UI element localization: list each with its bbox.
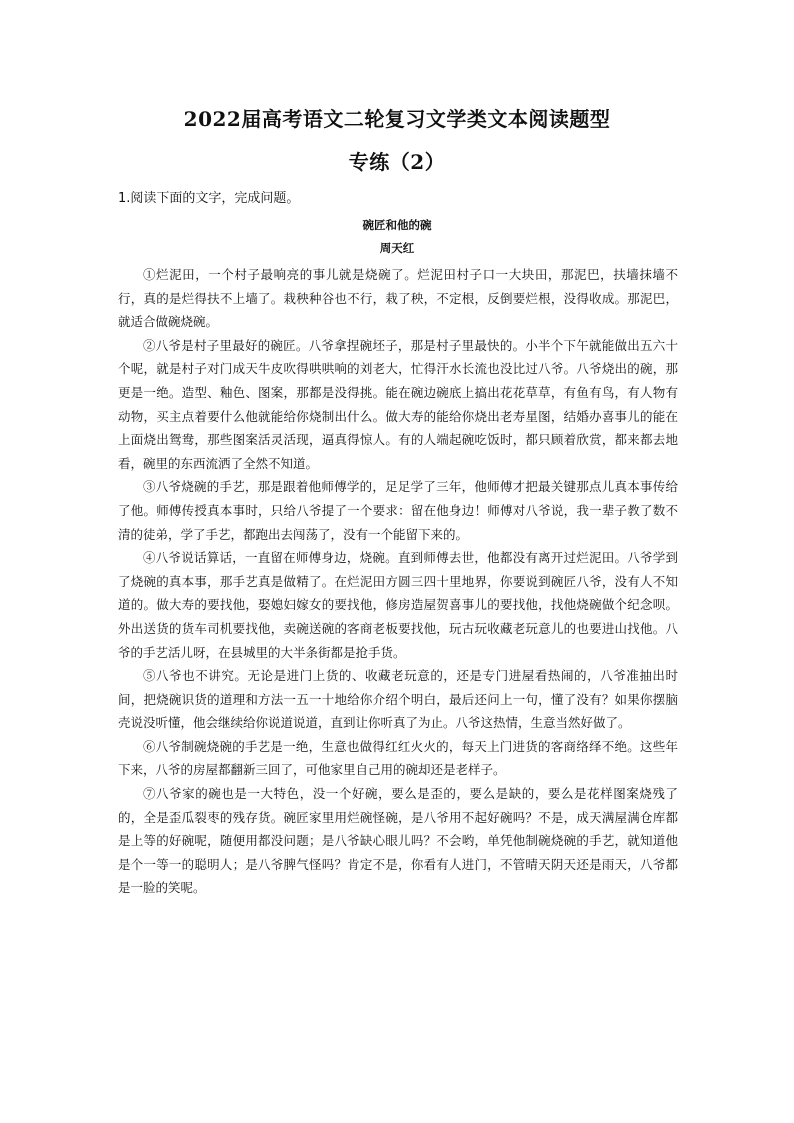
paragraph-5: ⑤八爷也不讲究。无论是进门上货的、收藏老玩意的，还是专门进屋看热闹的，八爷准抽出时间，把烧碗识货的道理和方法一五一十地给你介绍个明白，最后还问上一句，懂了没有？如果你摆脑壳说没听懂，他会继续给你说道说道，直到让你听真了为止。八爷这热情，生意当然好做了。 (118, 668, 678, 731)
document-title: 2022届高考语文二轮复习文学类文本阅读题型 (183, 107, 611, 131)
paragraph-2: ②八爷是村子里最好的碗匠。八爷拿捏碗坯子，那是村子里最快的。小半个下午就能做出五六十个呢，就是村子对门成天牛皮吹得哄哄响的刘老大，忙得汗水长流也没比过八爷。八爷烧出的碗，那更是一绝。造型、釉色、图案，那都是没得挑。能在碗边碗底上搞出花花草草，有鱼有鸟，有人物有动物，买主点着要什么他就能给你烧制出什么。做大寿的能给你烧出老寿星图，结婚办喜事儿的能在上面烧出鸳鸯，那些图案活灵活现，逼真得惊人。有的人端起碗吃饭时，都只顾着欣赏，都来都去地看，碗里的东西流洒了全然不知道。 (118, 337, 678, 471)
question-prompt: 1.阅读下面的文字，完成问题。 (118, 191, 300, 206)
article-body (118, 263, 678, 900)
paragraph-7: ⑦八爷家的碗也是一大特色，没一个好碗，要么是歪的，要么是缺的，要么是花样图案烧残了的，全是歪瓜裂枣的残存货。碗匠家里用烂碗怪碗，是八爷用不起好碗吗？不是，成天满屋满仓库都是上等的好碗呢，随便用都没问题；是八爷缺心眼儿吗？不会哟，单凭他制碗烧碗的手艺，就知道他是个一等一的聪明人；是八爷脾气怪吗？肯定不是，你看有人进门，不管晴天阴天还是雨天，八爷都是一脸的笑呢。 (118, 786, 678, 896)
paragraph-4: ④八爷说话算话，一直留在师傅身边，烧碗。直到师傅去世，他都没有离开过烂泥田。八爷学到了烧碗的真本事，那手艺真是做精了。在烂泥田方圆三四十里地界，你要说到碗匠八爷，没有人不知道的。做大寿的要找他，娶媳妇嫁女的要找他，修房造屋贺喜事儿的要找他，找他烧碗做个纪念呗。外出送货的货车司机要找他，卖碗送碗的客商老板要找他，玩古玩收藏老玩意儿的也要进山找他。八爷的手艺活儿呀，在县城里的大半条街都是抢手货。 (118, 550, 678, 660)
paragraph-3: ③八爷烧碗的手艺，那是跟着他师傅学的，足足学了三年，他师傅才把最关键那点儿真本事传给了他。师傅传授真本事时，只给八爷提了一个要求：留在他身边！师傅对八爷说，我一辈子教了数不清的徒弟，学了手艺，都跑出去闯荡了，没有一个能留下来的。 (118, 479, 678, 542)
paragraph-6: ⑥八爷制碗烧碗的手艺是一绝，生意也做得红红火火的，每天上门进货的客商络绎不绝。这些年下来，八爷的房屋都翻新三回了，可他家里自己用的碗却还是老样子。 (118, 738, 678, 778)
document-subtitle: 专练（2） (348, 150, 446, 174)
article-title: 碗匠和他的碗 (362, 218, 432, 232)
paragraph-1: ①烂泥田，一个村子最响亮的事儿就是烧碗了。烂泥田村子口一大块田，那泥巴，扶墙抹墙不行，真的是烂得扶不上墙了。栽秧种谷也不行，栽了秧，不定根，反倒要烂根，没得收成。那泥巴，就适合做碗烧碗。 (118, 267, 678, 330)
article-author: 周天红 (379, 241, 415, 255)
